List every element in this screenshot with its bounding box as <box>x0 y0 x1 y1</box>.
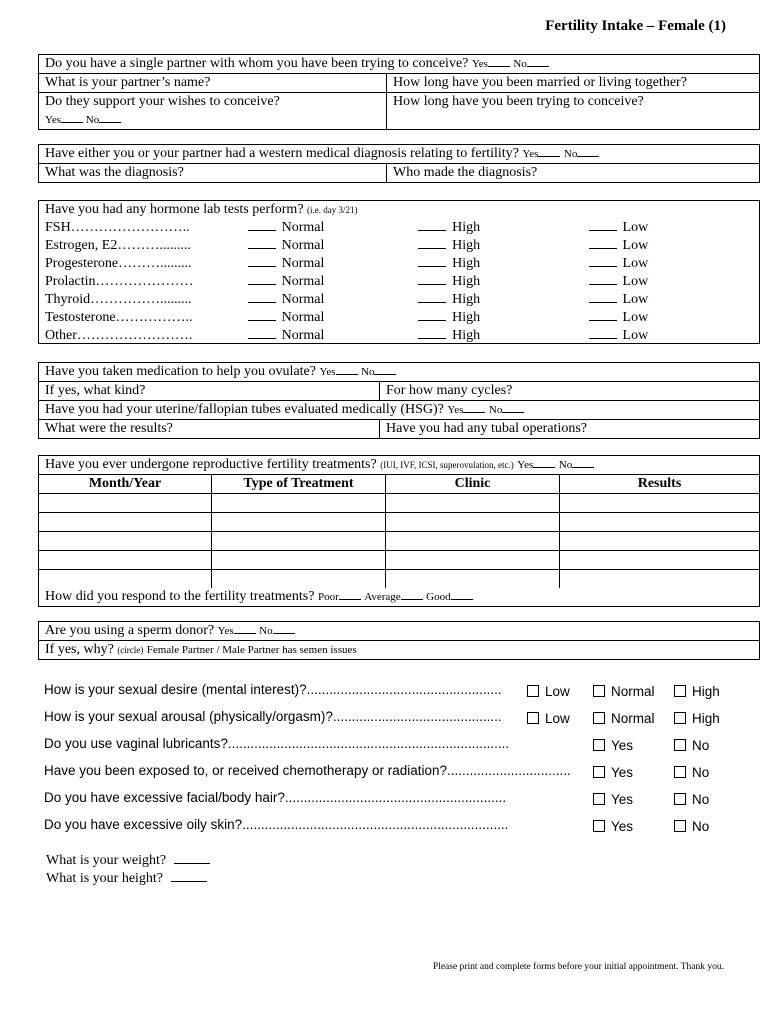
checkbox-label: Normal <box>611 684 655 699</box>
checkbox-label: No <box>692 765 710 780</box>
partner-row-2 <box>39 74 759 93</box>
low-blank[interactable] <box>589 284 617 285</box>
partner-question <box>39 55 759 73</box>
hormone-name: FSH…………………….. <box>45 220 190 235</box>
treatments-note: (IUI, IVF, ICSI, superovulation, etc.) <box>380 460 514 470</box>
hormone-row <box>39 237 759 255</box>
height-question: What is your height? <box>46 871 164 886</box>
treatment-cell[interactable] <box>385 551 559 569</box>
low-blank[interactable] <box>589 320 617 321</box>
ovulation-yes-label: Yes <box>319 366 336 378</box>
low-label: Low <box>622 328 649 343</box>
hormone-question <box>39 201 759 219</box>
support-question: Do they support your wishes to conceive? <box>45 94 280 109</box>
diagnosis-what-field[interactable]: What was the diagnosis? <box>45 165 184 180</box>
high-blank[interactable] <box>418 230 446 231</box>
medication-kind-field[interactable]: If yes, what kind? <box>45 383 146 398</box>
donor-question-text: Are you using a sperm donor? <box>45 623 215 638</box>
treatment-cell[interactable] <box>211 532 385 550</box>
low-option[interactable] <box>589 255 759 273</box>
ovulation-question-text: Have you taken medication to help you ovulate? <box>45 364 316 379</box>
hormone-row <box>39 219 759 237</box>
treatments-response-row <box>39 588 759 606</box>
diagnosis-question-text: Have either you or your partner had a western medical diagnosis relating to fertility? <box>45 146 519 161</box>
checkbox-option[interactable] <box>593 792 633 807</box>
support-yes-label: Yes <box>45 114 62 126</box>
hsg-yes-blank[interactable] <box>463 412 485 413</box>
checkbox-option[interactable] <box>527 711 570 726</box>
ovulation-yes-blank[interactable] <box>336 374 358 375</box>
normal-blank[interactable] <box>248 338 276 339</box>
high-blank[interactable] <box>418 338 446 339</box>
diagnosis-question <box>39 145 759 163</box>
hormone-row <box>39 255 759 273</box>
normal-option[interactable] <box>248 309 418 327</box>
hsg-no-label: No <box>488 404 503 416</box>
hormone-name: Testosterone…………….. <box>45 310 193 325</box>
support-yes-blank[interactable] <box>61 122 83 123</box>
normal-blank[interactable] <box>248 266 276 267</box>
checkbox-option[interactable] <box>593 819 633 834</box>
diagnosis-no-label: No <box>563 148 578 160</box>
hormone-name: Other……………………. <box>45 328 193 343</box>
high-label: High <box>452 292 481 307</box>
header-treatment-type: Type of Treatment <box>211 475 385 493</box>
ovulation-section <box>38 362 760 439</box>
hormone-name: Thyroid……………......... <box>45 292 192 307</box>
high-label: High <box>452 310 481 325</box>
checklist-question: Have you been exposed to, or received chemotherapy or radiation?................................. <box>44 763 571 778</box>
low-option[interactable] <box>589 237 759 255</box>
hormone-row <box>39 309 759 327</box>
treatment-cell[interactable] <box>385 494 559 512</box>
treatment-cell[interactable] <box>211 570 385 588</box>
support-no-blank[interactable] <box>99 122 121 123</box>
diagnosis-yes-blank[interactable] <box>538 156 560 157</box>
treatment-row <box>39 570 759 588</box>
donor-row-1 <box>39 622 759 641</box>
partner-row-3 <box>39 93 759 129</box>
treatment-cell[interactable] <box>385 532 559 550</box>
hormone-header <box>39 201 759 219</box>
weight-line <box>46 853 210 869</box>
low-blank[interactable] <box>589 266 617 267</box>
normal-option[interactable] <box>248 273 418 291</box>
response-good-blank[interactable] <box>451 599 473 600</box>
normal-option[interactable] <box>248 255 418 273</box>
checkbox-icon[interactable] <box>674 739 686 751</box>
diagnosis-row-2 <box>39 164 759 182</box>
high-option[interactable] <box>418 219 588 237</box>
normal-option[interactable] <box>248 219 418 237</box>
normal-option[interactable] <box>248 237 418 255</box>
checkbox-option[interactable] <box>674 819 709 834</box>
response-good-label: Good <box>426 591 451 603</box>
checkbox-label: Low <box>545 711 570 726</box>
checklist-question: Do you have excessive facial/body hair?........................................................... <box>44 790 507 805</box>
checkbox-icon[interactable] <box>674 820 686 832</box>
checkbox-label: Yes <box>611 819 634 834</box>
cycles-field[interactable]: For how many cycles? <box>379 382 759 400</box>
header-results: Results <box>559 475 759 493</box>
response-poor-blank[interactable] <box>339 599 361 600</box>
low-blank[interactable] <box>589 302 617 303</box>
weight-question: What is your weight? <box>46 853 167 868</box>
checkbox-option[interactable] <box>674 684 720 699</box>
hormone-row <box>39 291 759 309</box>
ovulation-row-1 <box>39 363 759 382</box>
normal-label: Normal <box>281 256 325 271</box>
support-no-label: No <box>85 114 100 126</box>
hormone-row <box>39 273 759 291</box>
response-average-blank[interactable] <box>401 599 423 600</box>
tubal-operations-field[interactable]: Have you had any tubal operations? <box>379 420 759 438</box>
checkbox-icon[interactable] <box>674 766 686 778</box>
checkbox-option[interactable] <box>593 738 633 753</box>
checkbox-icon[interactable] <box>527 712 539 724</box>
ovulation-row-4 <box>39 420 759 438</box>
partner-section <box>38 54 760 130</box>
checkbox-label: Yes <box>611 792 634 807</box>
normal-blank[interactable] <box>248 320 276 321</box>
checkbox-label: Yes <box>611 738 634 753</box>
checkbox-icon[interactable] <box>527 685 539 697</box>
high-label: High <box>452 238 481 253</box>
high-option[interactable] <box>418 291 588 309</box>
treatments-question <box>39 456 759 474</box>
high-option[interactable] <box>418 309 588 327</box>
checkbox-icon[interactable] <box>593 685 605 697</box>
checkbox-icon[interactable] <box>674 793 686 805</box>
checkbox-label: High <box>692 684 720 699</box>
checkbox-label: Yes <box>611 765 634 780</box>
donor-no-blank[interactable] <box>273 633 295 634</box>
checkbox-option[interactable] <box>674 711 720 726</box>
donor-why-text: If yes, why? <box>45 642 114 657</box>
checkbox-icon[interactable] <box>593 712 605 724</box>
hormone-note: (i.e. day 3/21) <box>307 205 358 215</box>
treatment-rows <box>39 494 759 588</box>
checkbox-label: High <box>692 711 720 726</box>
donor-no-label: No <box>259 625 273 637</box>
hsg-question-text: Have you had your uterine/fallopian tubes evaluated medically (HSG)? <box>45 402 444 417</box>
normal-blank[interactable] <box>248 248 276 249</box>
checkbox-option[interactable] <box>593 765 633 780</box>
checkbox-label: Normal <box>611 711 655 726</box>
high-blank[interactable] <box>418 302 446 303</box>
treatments-no-blank[interactable] <box>572 467 594 468</box>
high-label: High <box>452 328 481 343</box>
low-option[interactable] <box>589 219 759 237</box>
hsg-no-blank[interactable] <box>502 412 524 413</box>
treatment-cell[interactable] <box>39 513 211 531</box>
normal-blank[interactable] <box>248 302 276 303</box>
treatment-row <box>39 532 759 551</box>
high-blank[interactable] <box>418 284 446 285</box>
treatments-question-text: Have you ever undergone reproductive fertility treatments? <box>45 457 377 472</box>
normal-label: Normal <box>281 274 325 289</box>
header-clinic: Clinic <box>385 475 559 493</box>
hormone-name: Progesterone………......... <box>45 256 192 271</box>
treatment-row <box>39 494 759 513</box>
low-option[interactable] <box>589 327 759 345</box>
low-option[interactable] <box>589 309 759 327</box>
married-duration-field[interactable]: How long have you been married or living together? <box>386 74 759 92</box>
weight-blank[interactable] <box>174 863 210 864</box>
partner-row-1 <box>39 55 759 74</box>
partner-yes-blank[interactable] <box>488 66 510 67</box>
checkbox-icon[interactable] <box>593 739 605 751</box>
high-blank[interactable] <box>418 248 446 249</box>
treatment-cell[interactable] <box>39 570 211 588</box>
treatment-cell[interactable] <box>39 532 211 550</box>
hsg-yes-label: Yes <box>447 404 464 416</box>
donor-why <box>39 641 759 659</box>
height-blank[interactable] <box>171 881 207 882</box>
ovulation-no-blank[interactable] <box>374 374 396 375</box>
treatments-header-row <box>39 475 759 494</box>
normal-option[interactable] <box>248 327 418 345</box>
treatments-no-label: No <box>558 459 573 471</box>
treatment-cell[interactable] <box>559 532 759 550</box>
checklist-question: How is your sexual arousal (physically/orgasm)?............................................. <box>44 709 502 724</box>
hsg-question <box>39 401 759 419</box>
low-label: Low <box>622 292 649 307</box>
hormone-row <box>39 327 759 345</box>
ovulation-row-3 <box>39 401 759 420</box>
high-label: High <box>452 274 481 289</box>
normal-label: Normal <box>281 292 325 307</box>
partner-question-text: Do you have a single partner with whom you have been trying to conceive? <box>45 56 469 71</box>
donor-options[interactable]: Female Partner / Male Partner has semen issues <box>146 644 357 656</box>
treatment-cell[interactable] <box>385 513 559 531</box>
diagnosis-row-1 <box>39 145 759 164</box>
diagnosis-who-field[interactable]: Who made the diagnosis? <box>386 164 759 182</box>
partner-no-label: No <box>513 58 527 70</box>
checklist-question: Do you have excessive oily skin?....................................................................... <box>44 817 509 832</box>
response-poor-label: Poor <box>317 591 339 603</box>
treatment-cell[interactable] <box>39 551 211 569</box>
checkbox-option[interactable] <box>674 765 709 780</box>
trying-duration-field[interactable]: How long have you been trying to conceive? <box>386 93 759 129</box>
treatment-cell[interactable] <box>39 494 211 512</box>
checkbox-label: No <box>692 792 710 807</box>
donor-circle-note: (circle) <box>117 645 144 655</box>
checkbox-option[interactable] <box>527 684 570 699</box>
treatment-cell[interactable] <box>211 494 385 512</box>
response-question <box>39 588 759 606</box>
treatments-section <box>38 455 760 607</box>
support-field <box>39 93 386 129</box>
high-blank[interactable] <box>418 320 446 321</box>
high-option[interactable] <box>418 273 588 291</box>
diagnosis-section <box>38 144 760 183</box>
donor-row-2 <box>39 641 759 659</box>
low-option[interactable] <box>589 291 759 309</box>
donor-yes-label: Yes <box>217 625 234 637</box>
checklist-question: How is your sexual desire (mental interest)?.................................................... <box>44 682 502 697</box>
checkbox-icon[interactable] <box>593 793 605 805</box>
normal-label: Normal <box>281 220 325 235</box>
checkbox-option[interactable] <box>674 738 709 753</box>
low-blank[interactable] <box>589 248 617 249</box>
form-title: Fertility Intake – Female (1) <box>545 18 726 34</box>
ovulation-question <box>39 363 759 381</box>
checkbox-label: Low <box>545 684 570 699</box>
normal-label: Normal <box>281 310 325 325</box>
high-option[interactable] <box>418 237 588 255</box>
low-label: Low <box>622 238 649 253</box>
hormone-rows <box>39 219 759 345</box>
high-blank[interactable] <box>418 266 446 267</box>
treatments-row-1 <box>39 456 759 475</box>
treatments-yes-blank[interactable] <box>533 467 555 468</box>
normal-blank[interactable] <box>248 230 276 231</box>
partner-name-field[interactable]: What is your partner’s name? <box>45 75 211 90</box>
checkbox-option[interactable] <box>674 792 709 807</box>
checkbox-option[interactable] <box>593 684 655 699</box>
checkbox-icon[interactable] <box>593 766 605 778</box>
high-option[interactable] <box>418 327 588 345</box>
partner-no-blank[interactable] <box>527 66 549 67</box>
normal-label: Normal <box>281 328 325 343</box>
ovulation-no-label: No <box>361 366 375 378</box>
hormone-name: Prolactin………………… <box>45 274 194 289</box>
donor-section <box>38 621 760 660</box>
treatment-cell[interactable] <box>559 570 759 588</box>
diagnosis-no-blank[interactable] <box>577 156 599 157</box>
hormone-name: Estrogen, E2………......... <box>45 238 191 253</box>
treatment-cell[interactable] <box>559 551 759 569</box>
diagnosis-yes-label: Yes <box>522 148 539 160</box>
hsg-results-field[interactable]: What were the results? <box>45 421 173 436</box>
partner-yes-label: Yes <box>471 58 488 70</box>
normal-option[interactable] <box>248 291 418 309</box>
footer-note: Please print and complete forms before your initial appointment. Thank you. <box>432 962 724 972</box>
treatment-cell[interactable] <box>211 551 385 569</box>
low-label: Low <box>622 274 649 289</box>
treatment-cell[interactable] <box>559 513 759 531</box>
checkbox-label: No <box>692 738 710 753</box>
checkbox-icon[interactable] <box>674 685 686 697</box>
response-question-text: How did you respond to the fertility treatments? <box>45 589 315 604</box>
checkbox-label: No <box>692 819 710 834</box>
high-label: High <box>452 220 481 235</box>
low-label: Low <box>622 220 649 235</box>
high-option[interactable] <box>418 255 588 273</box>
low-option[interactable] <box>589 273 759 291</box>
checkbox-icon[interactable] <box>674 712 686 724</box>
treatment-cell[interactable] <box>385 570 559 588</box>
low-blank[interactable] <box>589 230 617 231</box>
header-month-year: Month/Year <box>88 476 162 491</box>
donor-question <box>39 622 759 640</box>
height-line <box>46 871 207 887</box>
low-blank[interactable] <box>589 338 617 339</box>
hormone-question-text: Have you had any hormone lab tests perform? <box>45 202 304 217</box>
high-label: High <box>452 256 481 271</box>
donor-yes-blank[interactable] <box>234 633 256 634</box>
checkbox-icon[interactable] <box>593 820 605 832</box>
treatment-row <box>39 551 759 570</box>
low-label: Low <box>622 310 649 325</box>
normal-label: Normal <box>281 238 325 253</box>
treatment-row <box>39 513 759 532</box>
normal-blank[interactable] <box>248 284 276 285</box>
treatments-yes-label: Yes <box>517 459 534 471</box>
checklist-question: Do you use vaginal lubricants?........................................................................... <box>44 736 510 751</box>
checkbox-option[interactable] <box>593 711 655 726</box>
treatment-cell[interactable] <box>211 513 385 531</box>
ovulation-row-2 <box>39 382 759 401</box>
hormone-section <box>38 200 760 344</box>
treatment-cell[interactable] <box>559 494 759 512</box>
response-average-label: Average <box>364 591 401 603</box>
low-label: Low <box>622 256 649 271</box>
